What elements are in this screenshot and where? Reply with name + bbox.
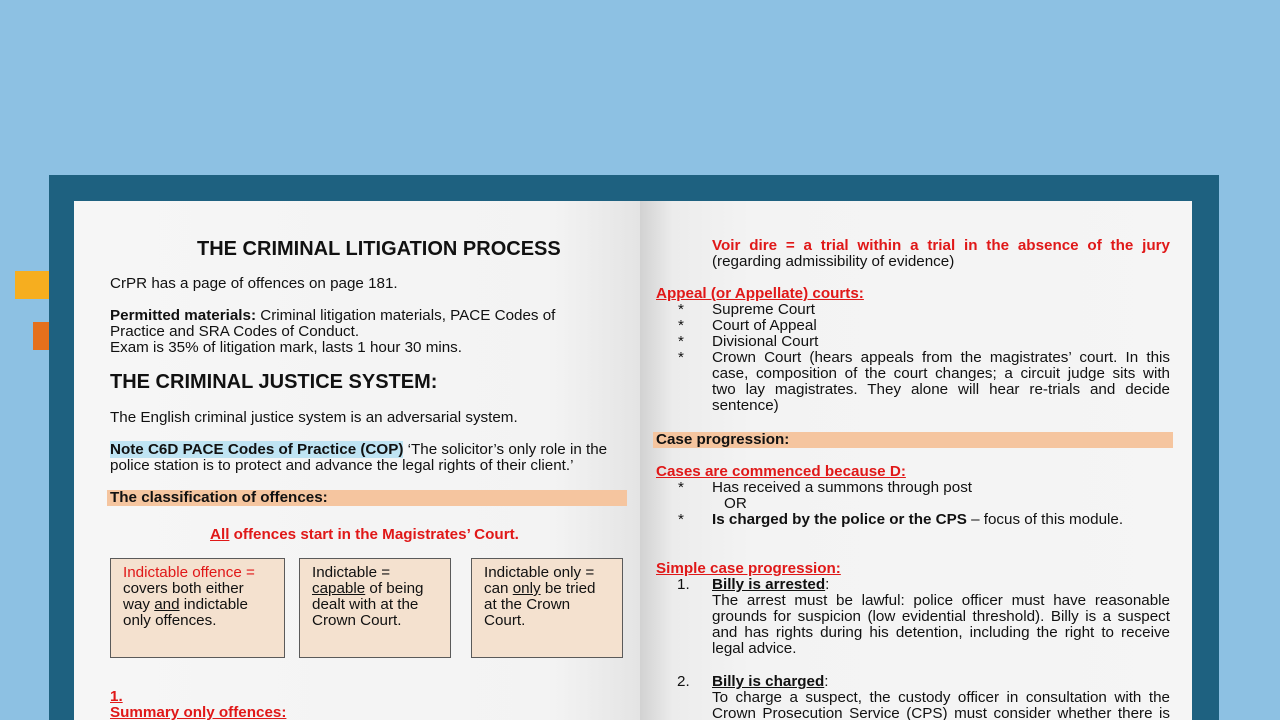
charged-bold: Is charged by the police or the CPS (712, 511, 967, 528)
step-2-line: To charge a suspect, the custody officer in consultation with the (712, 689, 1170, 706)
box1-word-indictable: indictable (179, 596, 248, 613)
step-1-colon: : (825, 576, 830, 593)
case-progression-heading: Case progression: (656, 431, 790, 448)
bullet-icon: * (678, 317, 684, 334)
box3-line-3: at the Crown (484, 596, 571, 613)
step-1-heading (712, 577, 829, 593)
pace-note-label: Note C6D PACE Codes of Practice (COP) (110, 441, 404, 458)
permitted-line-2: Practice and SRA Codes of Conduct. (110, 323, 360, 340)
appeal-court-item: Supreme Court (712, 301, 815, 318)
step-1-title: Billy is arrested (712, 576, 826, 593)
all-offences-text: offences start in the Magistrates’ Court. (229, 526, 519, 543)
voir-dire-definition: Voir dire = a trial within a trial in the absence of the jury (712, 237, 1170, 254)
appeal-courts-heading: Appeal (or Appellate) courts: (656, 285, 864, 302)
box2-line-2 (312, 581, 438, 597)
crown-court-line: two lay magistrates. They alone will hear re-trials and decide (712, 381, 1170, 398)
box1-line-3 (123, 597, 272, 613)
bullet-icon: * (678, 479, 684, 496)
bullet-icon: * (678, 301, 684, 318)
permitted-materials (110, 308, 555, 324)
box1-line-2: covers both either (123, 580, 244, 597)
summons-item: Has received a summons through post (712, 479, 973, 496)
bullet-icon: * (678, 349, 684, 366)
left-page (74, 201, 640, 720)
all-offences-note (210, 527, 519, 543)
summary-heading: Summary only offences: (110, 704, 287, 720)
permitted-text: Criminal litigation materials, PACE Codes of (256, 307, 556, 324)
pace-note (110, 442, 607, 458)
crown-court-line: sentence) (712, 397, 779, 414)
simple-progression-heading: Simple case progression: (656, 560, 841, 577)
box3-word-be-tried: be tried (540, 580, 596, 597)
crown-court-line: Crown Court (hears appeals from the magistrates’ court. In this (712, 349, 1170, 366)
step-2-number: 2. (677, 673, 690, 690)
box2-heading: Indictable = (312, 564, 391, 581)
box3-line-2 (484, 581, 610, 597)
cjs-heading: THE CRIMINAL JUSTICE SYSTEM: (110, 371, 438, 393)
box1-word-and: and (154, 596, 180, 613)
step-2-line: Crown Prosecution Service (CPS) must consider whether there is (712, 705, 1170, 720)
step-2-title: Billy is charged (712, 673, 825, 690)
voir-dire-note: (regarding admissibility of evidence) (712, 253, 955, 270)
box3-heading: Indictable only = (484, 564, 595, 581)
bullet-icon: * (678, 511, 684, 528)
box2-line-3: dealt with at the (312, 596, 419, 613)
charged-rest: – focus of this module. (966, 511, 1124, 528)
indictable-box (299, 558, 451, 658)
adversarial-note: The English criminal justice system is an adversarial system. (110, 409, 518, 426)
crown-court-line: case, composition of the court changes; a circuit judge sits with (712, 365, 1170, 382)
bullet-icon: * (678, 333, 684, 350)
permitted-label: Permitted materials: (110, 307, 257, 324)
crpr-note: CrPR has a page of offences on page 181. (110, 275, 398, 292)
box2-word-capable: capable (312, 580, 366, 597)
box2-word-of-being: of being (365, 580, 424, 597)
box3-line-4: Court. (484, 612, 526, 629)
box1-heading: Indictable offence = (123, 564, 255, 581)
pace-note-line-2: police station is to protect and advance the legal rights of their client.’ (110, 457, 574, 474)
box1-line-4: only offences. (123, 612, 217, 629)
page-title: THE CRIMINAL LITIGATION PROCESS (197, 238, 561, 260)
box3-word-only: only (512, 580, 541, 597)
appeal-court-item: Court of Appeal (712, 317, 817, 334)
step-1-line: and has rights during his detention, including the right to receive (712, 624, 1170, 641)
step-2-colon: : (824, 673, 829, 690)
appeal-court-item: Divisional Court (712, 333, 819, 350)
step-1-line: The arrest must be lawful: police officer must have reasonable (712, 592, 1170, 609)
indictable-only-box (471, 558, 623, 658)
box2-line-4: Crown Court. (312, 612, 402, 629)
right-page (640, 201, 1192, 720)
classification-heading: The classification of offences: (110, 489, 328, 506)
charged-item (712, 512, 1123, 528)
step-1-number: 1. (677, 576, 690, 593)
step-2-heading (712, 674, 829, 690)
box1-word-way: way (123, 596, 155, 613)
all-word: All (210, 526, 230, 543)
step-1-line: grounds for suspicion (low evidential threshold). Billy is a suspect (712, 608, 1170, 625)
pace-note-quote: ‘The solicitor’s only role in the (403, 441, 608, 458)
exam-info: Exam is 35% of litigation mark, lasts 1 hour 30 mins. (110, 339, 462, 356)
summary-number: 1. (110, 688, 123, 705)
box3-word-can: can (484, 580, 513, 597)
indictable-offence-box (110, 558, 285, 658)
step-1-line: legal advice. (712, 640, 797, 657)
or-text: OR (724, 495, 747, 512)
commenced-heading: Cases are commenced because D: (656, 463, 906, 480)
